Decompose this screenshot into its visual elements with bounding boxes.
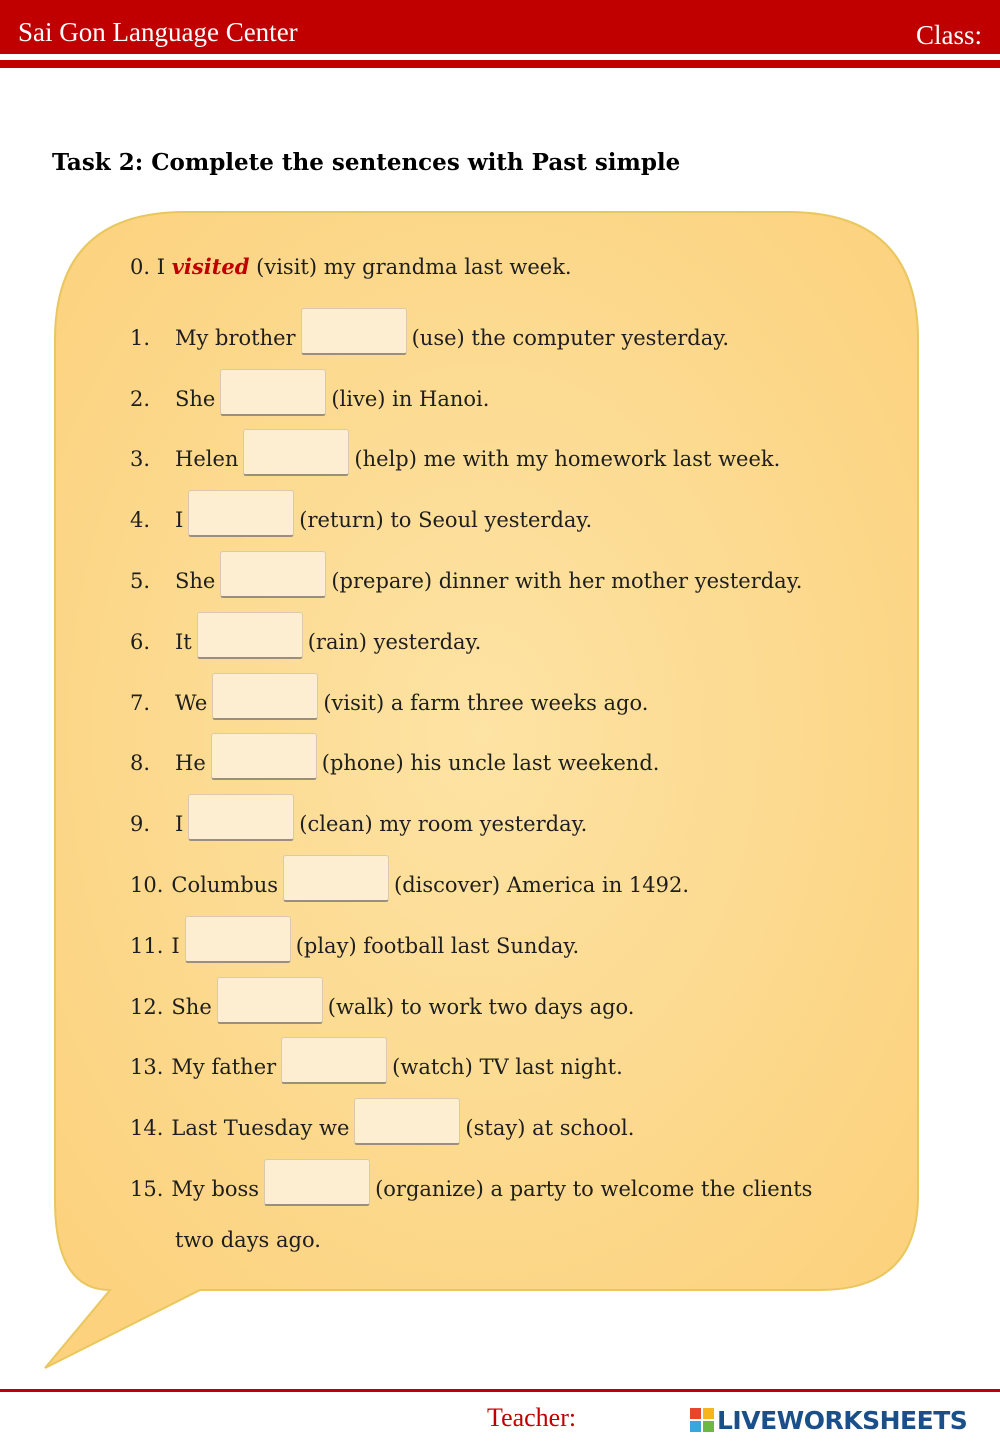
item-text-after: (phone) his uncle last weekend. [321,751,660,776]
exercise-item [130,490,890,551]
item-text-after: (visit) a farm three weeks ago. [323,690,649,715]
item-text-before: Columbus [171,872,279,897]
item-text-before: He [175,751,206,776]
item-text-before: It [175,629,192,654]
item-text-before: I [171,933,180,958]
answer-blank[interactable] [188,794,294,841]
exercise-item [130,1037,890,1098]
liveworksheets-logo-icon [690,1408,714,1432]
answer-blank[interactable] [264,1159,370,1206]
item-text-before: I [175,812,184,837]
task-title: Task 2: Complete the sentences with Past simple [52,149,681,176]
item-number: 8. [130,751,151,776]
exercise-item [130,551,890,612]
items-container [130,308,890,1220]
exercise-item [130,1098,890,1159]
exercise-item [130,308,890,369]
liveworksheets-logo [690,1405,967,1435]
answer-blank[interactable] [217,977,323,1024]
item-number: 3. [130,447,151,472]
item-text-before: My brother [175,325,296,350]
item-text-before: My boss [171,1176,260,1201]
exercise-item [130,855,890,916]
item-text-after: (rain) yesterday. [307,629,482,654]
exercise-item [130,977,890,1038]
answer-blank[interactable] [301,308,407,355]
exercise-item [130,794,890,855]
item-number: 6. [130,629,151,654]
item-number: 15. [130,1176,164,1201]
exercise-item [130,673,890,734]
item-text-before: She [175,386,216,411]
exercise-item [130,369,890,430]
item-number: 10. [130,872,164,897]
answer-blank[interactable] [185,916,291,963]
example-answer: visited [171,254,250,279]
exercise-item [130,1159,890,1220]
answer-blank[interactable] [197,612,303,659]
item-number: 12. [130,994,164,1019]
item-number: 5. [130,568,151,593]
exercise-item [130,733,890,794]
item-text-after: (return) to Seoul yesterday. [299,508,593,533]
answer-blank[interactable] [243,429,349,476]
item-text-after: (stay) at school. [465,1116,635,1141]
item-text-before: We [175,690,208,715]
item-text-before: She [171,994,212,1019]
item-text-before: My father [171,1055,277,1080]
teacher-label: Teacher: [487,1403,577,1432]
item-text-after: (live) in Hanoi. [331,386,490,411]
class-label: Class: [915,20,982,50]
item-text-before: Last Tuesday we [171,1116,350,1141]
item-text-after: (watch) TV last night. [392,1055,623,1080]
item-text-after: (walk) to work two days ago. [327,994,635,1019]
brand-name: LIVEWORKSHEETS [717,1405,968,1435]
answer-blank[interactable] [212,673,318,720]
answer-blank[interactable] [283,855,389,902]
example-number: 0. [130,255,151,279]
exercise-item [130,916,890,977]
item-number: 11. [130,933,164,958]
item-number: 9. [130,812,151,837]
item-number: 14. [130,1116,164,1141]
exercise-list [130,247,890,1281]
item-text-after: (discover) America in 1492. [394,872,690,897]
answer-blank[interactable] [281,1037,387,1084]
footer-line [0,1389,1000,1392]
item-text-before: She [175,568,216,593]
item-text-after: (play) football last Sunday. [295,933,580,958]
example-item [130,247,890,308]
answer-blank[interactable] [188,490,294,537]
example-subject: I [156,255,166,279]
item-text-after: (use) the computer yesterday. [411,325,730,350]
answer-blank[interactable] [220,369,326,416]
exercise-item [130,429,890,490]
item-text-after: (help) me with my homework last week. [354,447,781,472]
item-number: 4. [130,508,151,533]
exercise-item [130,612,890,673]
item-number: 7. [130,690,151,715]
example-rest: (visit) my grandma last week. [256,255,572,279]
item-text-after: (prepare) dinner with her mother yesterday. [331,568,803,593]
answer-blank[interactable] [354,1098,460,1145]
item-15-continuation: two days ago. [175,1227,321,1252]
item-text-before: Helen [175,447,239,472]
center-name: Sai Gon Language Center [18,17,298,47]
answer-blank[interactable] [220,551,326,598]
item-number: 2. [130,386,151,411]
item-number: 1. [130,325,151,350]
item-text-after: (clean) my room yesterday. [299,812,588,837]
item-text-after: (organize) a party to welcome the clients [375,1176,813,1201]
item-text-before: I [175,508,184,533]
item-number: 13. [130,1055,164,1080]
answer-blank[interactable] [211,733,317,780]
